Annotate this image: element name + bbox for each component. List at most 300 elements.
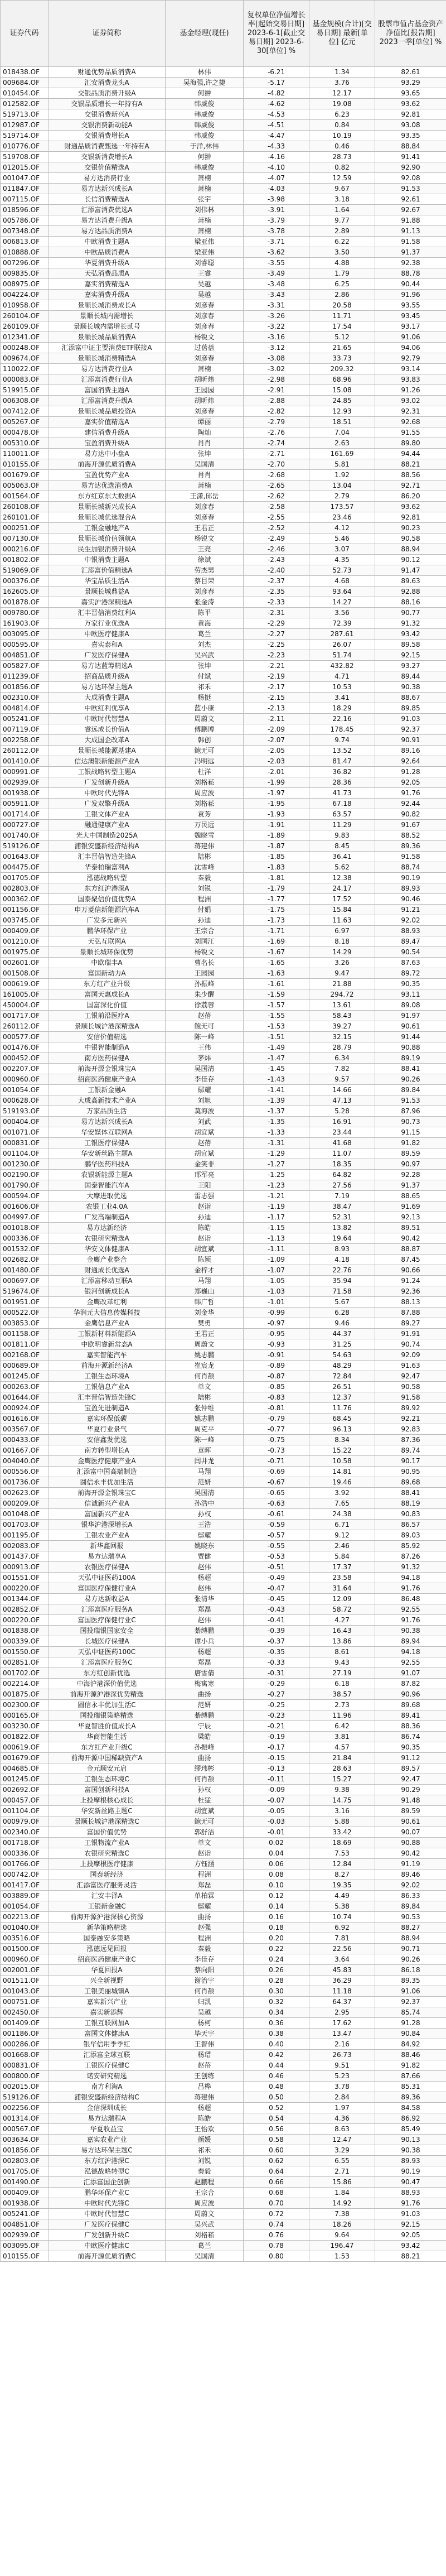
cell-fund-manager[interactable]: 刘彦春 (166, 502, 244, 512)
cell-fund-size[interactable]: 6.25 (309, 279, 375, 290)
cell-fund-size[interactable]: 3.29 (309, 2145, 375, 2156)
cell-fund-code[interactable]: 002015.OF (1, 2082, 49, 2092)
cell-fund-name[interactable]: 汇添富移动互联A (49, 1276, 166, 1286)
cell-fund-manager[interactable]: 赵蓓 (166, 2060, 244, 2071)
cell-fund-size[interactable]: 12.93 (309, 406, 375, 417)
cell-stock-ratio[interactable]: 92.13 (375, 1212, 446, 1223)
table-row[interactable] (1, 1551, 446, 1562)
table-row[interactable] (1, 438, 446, 449)
cell-stock-ratio[interactable]: 90.26 (375, 1954, 446, 1965)
cell-stock-ratio[interactable]: 88.36 (375, 1721, 446, 1732)
cell-fund-code[interactable]: 001043.OF (1, 1986, 49, 1997)
table-row[interactable] (1, 131, 446, 141)
cell-fund-size[interactable]: 9.57 (309, 1074, 375, 1085)
cell-fund-name[interactable]: 南方利淘A (49, 2082, 166, 2092)
table-row[interactable] (1, 693, 446, 703)
cell-fund-name[interactable]: 宝盈先进制造A (49, 1403, 166, 1414)
cell-fund-code[interactable]: 001210.OF (1, 936, 49, 947)
cell-fund-size[interactable]: 17.52 (309, 894, 375, 905)
cell-fund-size[interactable]: 11.76 (309, 1403, 375, 1414)
table-row[interactable] (1, 1424, 446, 1435)
table-row[interactable] (1, 905, 446, 915)
table-row[interactable] (1, 1212, 446, 1223)
cell-fund-manager[interactable]: 过蓓蓓 (166, 343, 244, 353)
table-row[interactable] (1, 1255, 446, 1265)
cell-return-rate[interactable]: -3.71 (244, 237, 309, 247)
cell-stock-ratio[interactable]: 90.19 (375, 873, 446, 883)
cell-fund-manager[interactable]: 刘彦春 (166, 321, 244, 332)
cell-fund-name[interactable]: 景顺长城环保优势 (49, 947, 166, 958)
cell-fund-size[interactable]: 39.27 (309, 1021, 375, 1032)
cell-fund-size[interactable]: 0.46 (309, 141, 375, 152)
cell-fund-name[interactable]: 中欧瑞丰A (49, 958, 166, 968)
cell-stock-ratio[interactable]: 87.36 (375, 1435, 446, 1445)
cell-return-rate[interactable]: -2.03 (244, 756, 309, 767)
cell-stock-ratio[interactable]: 88.52 (375, 830, 446, 841)
cell-fund-manager[interactable]: 祁禾 (166, 682, 244, 693)
table-row[interactable] (1, 2188, 446, 2198)
cell-fund-size[interactable]: 67.18 (309, 799, 375, 809)
cell-return-rate[interactable]: -1.55 (244, 1011, 309, 1021)
cell-fund-manager[interactable]: 郑磊 (166, 1880, 244, 1891)
cell-return-rate[interactable]: 0.56 (244, 2124, 309, 2135)
cell-stock-ratio[interactable]: 87.66 (375, 2071, 446, 2082)
cell-fund-name[interactable]: 易方达环保主题C (49, 2145, 166, 2156)
cell-stock-ratio[interactable]: 92.02 (375, 1880, 446, 1891)
cell-fund-code[interactable]: 002803.OF (1, 883, 49, 894)
table-row[interactable] (1, 724, 446, 735)
cell-return-rate[interactable]: -0.29 (244, 1679, 309, 1689)
cell-fund-code[interactable]: 009674.OF (1, 353, 49, 364)
cell-fund-code[interactable]: 260108.OF (1, 502, 49, 512)
cell-fund-code[interactable]: 519126.OF (1, 841, 49, 852)
cell-stock-ratio[interactable]: 86.20 (375, 491, 446, 502)
cell-fund-size[interactable]: 4.36 (309, 2113, 375, 2124)
cell-fund-manager[interactable]: 王睿 (166, 268, 244, 279)
cell-return-rate[interactable]: 0.16 (244, 1912, 309, 1923)
cell-stock-ratio[interactable]: 92.02 (375, 915, 446, 926)
cell-fund-manager[interactable]: 吴越 (166, 279, 244, 290)
cell-fund-name[interactable]: 鹏华医药科技A (49, 1159, 166, 1170)
table-row[interactable] (1, 1923, 446, 1933)
table-row[interactable] (1, 1594, 446, 1604)
table-row[interactable] (1, 427, 446, 438)
cell-fund-code[interactable]: 003634.OF (1, 2135, 49, 2145)
cell-fund-manager[interactable]: 王亮 (166, 544, 244, 555)
table-row[interactable] (1, 1901, 446, 1912)
cell-return-rate[interactable]: -1.39 (244, 1095, 309, 1106)
cell-fund-manager[interactable]: 吴越 (166, 290, 244, 300)
cell-fund-manager[interactable]: 秦毅 (166, 873, 244, 883)
cell-stock-ratio[interactable]: 92.36 (375, 1286, 446, 1297)
cell-fund-size[interactable]: 161.69 (309, 449, 375, 459)
cell-fund-code[interactable]: 007412.OF (1, 406, 49, 417)
cell-fund-size[interactable]: 0.82 (309, 162, 375, 173)
cell-return-rate[interactable]: -1.35 (244, 1117, 309, 1127)
cell-fund-size[interactable]: 4.35 (309, 555, 375, 565)
cell-fund-manager[interactable]: 赵诣 (166, 1202, 244, 1212)
cell-return-rate[interactable]: -2.35 (244, 587, 309, 597)
cell-return-rate[interactable]: -1.07 (244, 1265, 309, 1276)
cell-stock-ratio[interactable]: 90.19 (375, 2166, 446, 2177)
table-row[interactable] (1, 650, 446, 661)
cell-fund-manager[interactable]: 王智伟 (166, 2039, 244, 2050)
cell-stock-ratio[interactable]: 88.67 (375, 693, 446, 703)
table-row[interactable] (1, 523, 446, 534)
cell-fund-code[interactable]: 001938.OF (1, 788, 49, 799)
cell-fund-code[interactable]: 000336.OF (1, 1233, 49, 1244)
cell-fund-size[interactable]: 6.34 (309, 1053, 375, 1064)
cell-return-rate[interactable]: -3.55 (244, 258, 309, 268)
cell-return-rate[interactable]: -1.65 (244, 958, 309, 968)
cell-stock-ratio[interactable]: 90.88 (375, 1042, 446, 1053)
table-row[interactable] (1, 1392, 446, 1403)
cell-stock-ratio[interactable]: 94.44 (375, 449, 446, 459)
cell-fund-code[interactable]: 004685.OF (1, 1763, 49, 1774)
cell-fund-code[interactable]: 001938.OF (1, 2198, 49, 2209)
cell-return-rate[interactable]: -0.89 (244, 1361, 309, 1371)
cell-fund-manager[interactable]: 刘格菘 (166, 777, 244, 788)
cell-fund-manager[interactable]: 曲扬 (166, 1912, 244, 1923)
table-row[interactable] (1, 1191, 446, 1202)
cell-stock-ratio[interactable]: 87.45 (375, 1255, 446, 1265)
cell-fund-size[interactable]: 36.41 (309, 852, 375, 862)
cell-fund-size[interactable]: 5.23 (309, 2071, 375, 2082)
cell-stock-ratio[interactable]: 89.08 (375, 1000, 446, 1011)
cell-fund-code[interactable]: 003567.OF (1, 1424, 49, 1435)
cell-stock-ratio[interactable]: 91.76 (375, 2198, 446, 2209)
cell-fund-name[interactable]: 易方达消费行业A (49, 364, 166, 374)
cell-fund-size[interactable]: 12.47 (309, 2135, 375, 2145)
cell-fund-size[interactable]: 4.49 (309, 1891, 375, 1901)
table-row[interactable] (1, 1689, 446, 1700)
cell-stock-ratio[interactable]: 89.36 (375, 2092, 446, 2103)
cell-return-rate[interactable]: 0.30 (244, 1986, 309, 1997)
cell-fund-manager[interactable]: 周蔚文 (166, 2209, 244, 2219)
cell-fund-size[interactable]: 3.16 (309, 1806, 375, 1816)
cell-return-rate[interactable]: -0.69 (244, 1467, 309, 1477)
cell-fund-name[interactable]: 大成国企改革A (49, 735, 166, 746)
cell-fund-code[interactable]: 000594.OF (1, 1191, 49, 1202)
cell-return-rate[interactable]: -2.49 (244, 534, 309, 544)
table-row[interactable] (1, 2166, 446, 2177)
cell-stock-ratio[interactable]: 93.62 (375, 99, 446, 109)
cell-fund-name[interactable]: 景顺长城新兴成长A (49, 502, 166, 512)
cell-fund-manager[interactable]: 刘格菘 (166, 2230, 244, 2241)
cell-return-rate[interactable]: -1.77 (244, 894, 309, 905)
cell-stock-ratio[interactable]: 90.54 (375, 947, 446, 958)
cell-return-rate[interactable]: -2.91 (244, 385, 309, 396)
cell-stock-ratio[interactable]: 90.84 (375, 2029, 446, 2039)
cell-stock-ratio[interactable]: 93.65 (375, 88, 446, 99)
table-row[interactable] (1, 1509, 446, 1520)
cell-fund-size[interactable]: 41.73 (309, 788, 375, 799)
cell-fund-name[interactable]: 华安文体健康A (49, 1244, 166, 1255)
cell-fund-size[interactable]: 24.17 (309, 883, 375, 894)
cell-return-rate[interactable]: -0.33 (244, 1657, 309, 1668)
cell-fund-code[interactable]: 001054.OF (1, 1901, 49, 1912)
table-row[interactable] (1, 364, 446, 374)
cell-stock-ratio[interactable]: 85.92 (375, 1541, 446, 1551)
cell-fund-code[interactable]: 001156.OF (1, 905, 49, 915)
cell-return-rate[interactable]: -0.11 (244, 1774, 309, 1785)
cell-fund-name[interactable]: 国泰聚信价值优势A (49, 894, 166, 905)
cell-fund-name[interactable]: 前海开源优质消费C (49, 2251, 166, 2262)
cell-fund-code[interactable]: 000209.OF (1, 1498, 49, 1509)
cell-return-rate[interactable]: -3.79 (244, 215, 309, 226)
table-row[interactable] (1, 1986, 446, 1997)
cell-fund-name[interactable]: 工银新金融C (49, 1901, 166, 1912)
cell-stock-ratio[interactable]: 91.91 (375, 1329, 446, 1339)
cell-fund-size[interactable]: 2.73 (309, 1700, 375, 1710)
cell-fund-name[interactable]: 汇添富医疗服务A (49, 1604, 166, 1615)
cell-fund-manager[interactable]: 赵蓓 (166, 1011, 244, 1021)
table-row[interactable] (1, 862, 446, 873)
cell-fund-code[interactable]: 000452.OF (1, 1053, 49, 1064)
cell-fund-manager[interactable]: 劳杰男 (166, 565, 244, 576)
table-row[interactable] (1, 205, 446, 215)
cell-fund-name[interactable]: 汇添富消费优选A (49, 205, 166, 215)
cell-fund-code[interactable]: 519713.OF (1, 109, 49, 120)
cell-return-rate[interactable]: -4.53 (244, 109, 309, 120)
cell-fund-code[interactable]: 001018.OF (1, 1223, 49, 1233)
cell-fund-size[interactable]: 18.29 (309, 703, 375, 714)
cell-stock-ratio[interactable]: 90.58 (375, 534, 446, 544)
cell-fund-size[interactable]: 2.95 (309, 2007, 375, 2018)
table-row[interactable] (1, 1064, 446, 1074)
cell-fund-manager[interactable]: 刘锐 (166, 883, 244, 894)
cell-fund-size[interactable]: 2.63 (309, 438, 375, 449)
cell-fund-code[interactable]: 001736.OF (1, 1477, 49, 1488)
cell-fund-name[interactable]: 华宝品质生活A (49, 576, 166, 587)
cell-fund-size[interactable]: 63.57 (309, 809, 375, 820)
cell-fund-code[interactable]: 005241.OF (1, 2209, 49, 2219)
cell-fund-name[interactable]: 中欧时代智慧A (49, 714, 166, 724)
cell-fund-name[interactable]: 中银智能制造A (49, 1042, 166, 1053)
cell-fund-manager[interactable]: 王君正 (166, 1329, 244, 1339)
cell-fund-name[interactable]: 景顺长城沪港深精选A (49, 1021, 166, 1032)
cell-fund-name[interactable]: 信达澳银新能源产业A (49, 756, 166, 767)
cell-return-rate[interactable]: -2.76 (244, 427, 309, 438)
cell-stock-ratio[interactable]: 93.45 (375, 311, 446, 321)
cell-fund-name[interactable]: 汇添富中证主要消费ETF联接A (49, 343, 166, 353)
cell-stock-ratio[interactable]: 91.44 (375, 1032, 446, 1042)
cell-fund-code[interactable]: 004851.OF (1, 650, 49, 661)
cell-fund-code[interactable]: 004814.OF (1, 703, 49, 714)
cell-fund-name[interactable]: 汇丰晋信消费红利A (49, 608, 166, 618)
cell-fund-size[interactable]: 6.71 (309, 1520, 375, 1530)
cell-fund-name[interactable]: 易方达新兴成长A (49, 184, 166, 194)
cell-fund-manager[interactable]: 万民远 (166, 820, 244, 830)
table-row[interactable] (1, 2039, 446, 2050)
cell-stock-ratio[interactable]: 92.83 (375, 1424, 446, 1435)
cell-fund-name[interactable]: 汇添富全球互联 (49, 2050, 166, 2060)
cell-fund-name[interactable]: 天弘互联网A (49, 936, 166, 947)
cell-fund-name[interactable]: 富国新兴产业A (49, 1509, 166, 1520)
cell-fund-code[interactable]: 001551.OF (1, 1573, 49, 1583)
table-row[interactable] (1, 830, 446, 841)
cell-fund-size[interactable]: 2.16 (309, 2039, 375, 2050)
cell-fund-manager[interactable]: 杨挺 (166, 693, 244, 703)
cell-fund-name[interactable]: 易方达瑞享A (49, 1551, 166, 1562)
cell-fund-manager[interactable]: 梁皓 (166, 1732, 244, 1742)
table-row[interactable] (1, 1869, 446, 1880)
cell-fund-name[interactable]: 申万菱信新能源汽车A (49, 905, 166, 915)
cell-fund-manager[interactable]: 陈一峰 (166, 1435, 244, 1445)
table-row[interactable] (1, 2124, 446, 2135)
cell-return-rate[interactable]: -2.82 (244, 406, 309, 417)
table-row[interactable] (1, 237, 446, 247)
cell-return-rate[interactable]: -2.79 (244, 417, 309, 427)
cell-return-rate[interactable]: -1.33 (244, 1127, 309, 1138)
cell-stock-ratio[interactable]: 93.62 (375, 502, 446, 512)
cell-fund-code[interactable]: 002168.OF (1, 1350, 49, 1361)
cell-return-rate[interactable]: -2.29 (244, 618, 309, 629)
cell-fund-manager[interactable]: 刘国江 (166, 936, 244, 947)
cell-fund-code[interactable]: 000628.OF (1, 1095, 49, 1106)
header-return-rate[interactable]: 复权单位净值增长率[起始交易日期] 2023-6-1[截止交易日期] 2023-6-30[单位] % (244, 1, 309, 67)
cell-fund-manager[interactable]: 程洲 (166, 1869, 244, 1880)
cell-return-rate[interactable]: -2.98 (244, 374, 309, 385)
cell-fund-code[interactable]: 005911.OF (1, 799, 49, 809)
cell-fund-name[interactable]: 景顺长城内需增长 (49, 311, 166, 321)
cell-fund-size[interactable]: 3.56 (309, 608, 375, 618)
cell-stock-ratio[interactable]: 86.18 (375, 1965, 446, 1976)
cell-return-rate[interactable]: -0.09 (244, 1785, 309, 1795)
table-row[interactable] (1, 1763, 446, 1774)
cell-stock-ratio[interactable]: 91.97 (375, 1011, 446, 1021)
cell-stock-ratio[interactable]: 91.76 (375, 1615, 446, 1626)
cell-fund-code[interactable]: 001717.OF (1, 1011, 49, 1021)
cell-fund-manager[interactable]: 毕天宇 (166, 2029, 244, 2039)
cell-return-rate[interactable]: -1.57 (244, 1000, 309, 1011)
cell-fund-code[interactable]: 001410.OF (1, 756, 49, 767)
cell-stock-ratio[interactable]: 93.14 (375, 364, 446, 374)
table-row[interactable] (1, 1138, 446, 1148)
cell-fund-manager[interactable]: 王宗合 (166, 926, 244, 936)
cell-fund-size[interactable]: 196.47 (309, 2241, 375, 2251)
cell-fund-name[interactable]: 华夏收益宝 (49, 2124, 166, 2135)
cell-stock-ratio[interactable]: 92.15 (375, 650, 446, 661)
cell-stock-ratio[interactable]: 90.97 (375, 1159, 446, 1170)
cell-fund-manager[interactable]: 赵伟 (166, 1615, 244, 1626)
cell-fund-size[interactable]: 14.29 (309, 947, 375, 958)
table-row[interactable] (1, 1265, 446, 1276)
table-row[interactable] (1, 1488, 446, 1498)
cell-stock-ratio[interactable]: 90.77 (375, 608, 446, 618)
cell-fund-manager[interactable]: 李佳存 (166, 1074, 244, 1085)
table-row[interactable] (1, 152, 446, 162)
cell-stock-ratio[interactable]: 91.53 (375, 1095, 446, 1106)
cell-stock-ratio[interactable]: 92.15 (375, 2219, 446, 2230)
cell-stock-ratio[interactable]: 90.47 (375, 2177, 446, 2188)
cell-stock-ratio[interactable]: 90.66 (375, 1265, 446, 1276)
cell-fund-size[interactable]: 18.35 (309, 1159, 375, 1170)
table-row[interactable] (1, 1361, 446, 1371)
cell-return-rate[interactable]: 0.72 (244, 2209, 309, 2219)
cell-fund-name[interactable]: 景顺长城价值领航A (49, 534, 166, 544)
table-row[interactable] (1, 2219, 446, 2230)
cell-fund-name[interactable]: 广发多元新兴 (49, 915, 166, 926)
table-row[interactable] (1, 629, 446, 640)
cell-fund-code[interactable]: 005786.OF (1, 215, 49, 226)
cell-fund-size[interactable]: 1.64 (309, 205, 375, 215)
cell-fund-code[interactable]: 002258.OF (1, 735, 49, 746)
cell-return-rate[interactable]: -3.26 (244, 311, 309, 321)
cell-fund-code[interactable]: 010454.OF (1, 88, 49, 99)
table-row[interactable] (1, 1148, 446, 1159)
cell-fund-size[interactable]: 38.47 (309, 1202, 375, 1212)
cell-fund-code[interactable]: 001104.OF (1, 1806, 49, 1816)
cell-fund-code[interactable]: 001679.OF (1, 470, 49, 480)
cell-fund-manager[interactable]: 萧楠 (166, 364, 244, 374)
cell-return-rate[interactable]: -0.01 (244, 1827, 309, 1838)
cell-fund-code[interactable]: 002851.OF (1, 1657, 49, 1668)
cell-fund-manager[interactable]: 韩威俊 (166, 99, 244, 109)
table-row[interactable] (1, 1583, 446, 1594)
cell-fund-size[interactable]: 12.38 (309, 873, 375, 883)
cell-fund-code[interactable]: 001071.OF (1, 1127, 49, 1138)
table-row[interactable] (1, 470, 446, 480)
header-fund-size[interactable]: 基金规模(合计)[交易日期] 最新[单位] 亿元 (309, 1, 375, 67)
cell-fund-size[interactable]: 33.42 (309, 1827, 375, 1838)
cell-fund-code[interactable]: 000433.OF (1, 1435, 49, 1445)
cell-fund-name[interactable]: 圆信永丰优加生活C (49, 1700, 166, 1710)
cell-fund-name[interactable]: 嘉实新兴产业 (49, 1997, 166, 2007)
cell-return-rate[interactable]: -1.59 (244, 989, 309, 1000)
cell-fund-manager[interactable]: 胡宜斌 (166, 1244, 244, 1255)
cell-return-rate[interactable]: -5.17 (244, 78, 309, 88)
cell-fund-manager[interactable]: 谭小兵 (166, 1636, 244, 1647)
cell-stock-ratio[interactable]: 89.59 (375, 1806, 446, 1816)
cell-return-rate[interactable]: -1.81 (244, 873, 309, 883)
cell-stock-ratio[interactable]: 90.38 (375, 682, 446, 693)
cell-fund-code[interactable]: 001644.OF (1, 1392, 49, 1403)
cell-fund-code[interactable]: 000457.OF (1, 1795, 49, 1806)
cell-fund-size[interactable]: 9.47 (309, 968, 375, 979)
table-row[interactable] (1, 1000, 446, 1011)
cell-fund-manager[interactable]: 张清华 (166, 1594, 244, 1604)
table-row[interactable] (1, 2177, 446, 2188)
cell-fund-size[interactable]: 9.74 (309, 735, 375, 746)
cell-fund-name[interactable]: 东方红沪港深C (49, 2156, 166, 2166)
cell-fund-size[interactable]: 1.84 (309, 2188, 375, 2198)
table-row[interactable] (1, 714, 446, 724)
cell-fund-code[interactable]: 002450.OF (1, 2007, 49, 2018)
cell-return-rate[interactable]: -1.45 (244, 1064, 309, 1074)
cell-fund-size[interactable]: 18.26 (309, 2219, 375, 2230)
cell-stock-ratio[interactable]: 90.58 (375, 1382, 446, 1392)
cell-fund-code[interactable]: 009780.OF (1, 608, 49, 618)
table-row[interactable] (1, 989, 446, 1000)
cell-fund-code[interactable]: 001975.OF (1, 947, 49, 958)
cell-return-rate[interactable]: -2.13 (244, 703, 309, 714)
cell-fund-size[interactable]: 26.07 (309, 640, 375, 650)
table-row[interactable] (1, 1403, 446, 1414)
cell-fund-name[interactable]: 工银生态环境C (49, 1774, 166, 1785)
cell-fund-manager[interactable]: 于洋,林伟 (166, 141, 244, 152)
table-row[interactable] (1, 883, 446, 894)
cell-fund-name[interactable]: 华安新丝路主题A (49, 1148, 166, 1159)
cell-fund-name[interactable]: 富国医疗保健行业A (49, 1583, 166, 1594)
cell-return-rate[interactable]: 0.60 (244, 2145, 309, 2156)
table-row[interactable] (1, 1657, 446, 1668)
table-row[interactable] (1, 88, 446, 99)
cell-return-rate[interactable]: -0.61 (244, 1509, 309, 1520)
cell-stock-ratio[interactable]: 87.63 (375, 958, 446, 968)
cell-return-rate[interactable]: -2.88 (244, 396, 309, 406)
table-row[interactable] (1, 1435, 446, 1445)
